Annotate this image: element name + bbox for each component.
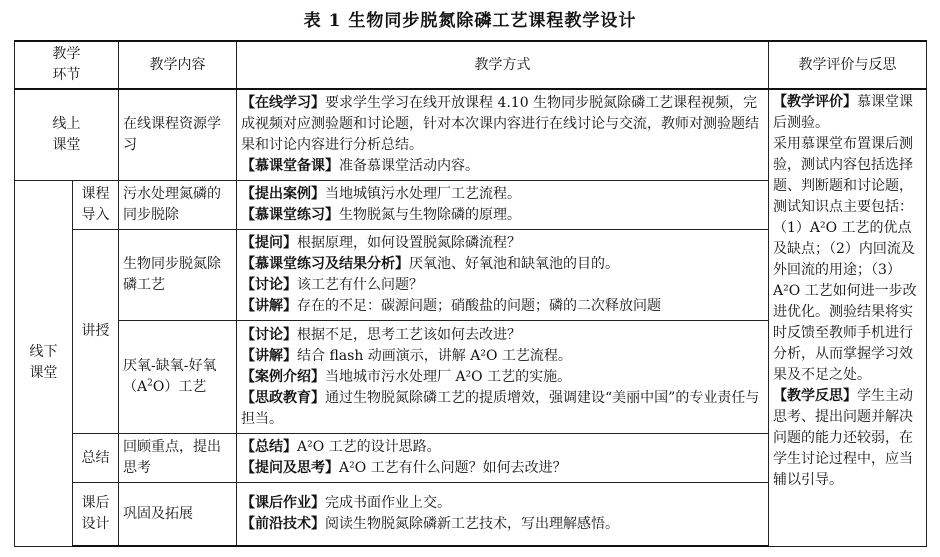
sub-summary: 总结 [73, 434, 119, 483]
stage-offline: 线下 课堂 [15, 181, 73, 547]
sub-after: 课后设计 [73, 483, 119, 547]
method-lecture-2: 【讨论】根据不足，思考工艺该如何去改进？ 【讲解】结合 flash 动画演示，讲解 A²O 工艺流程。 【案例介绍】当地城市污水处理厂 A²O 工艺的实施。 【思政教育】通过生物脱氮除磷工艺的提质增效，强调建设“美丽中国”的专业责任与担当。 [237, 321, 769, 434]
header-method: 教学方式 [237, 41, 769, 89]
course-design-table [14, 40, 927, 547]
table-caption: 表 1 生物同步脱氮除磷工艺课程教学设计 [303, 11, 637, 31]
header-evaluation: 教学评价与反思 [769, 41, 927, 89]
content-online: 在线课程资源学习 [119, 89, 237, 181]
method-summary: 【总结】A²O 工艺的设计思路。 【提问及思考】A²O 工艺有什么问题？如何去改进？ [237, 434, 769, 483]
method-after: 【课后作业】完成书面作业上交。 【前沿技术】阅读生物脱氮除磷新工艺技术，写出理解感悟。 [237, 483, 769, 547]
content-intro: 污水处理氮磷的同步脱除 [119, 181, 237, 230]
content-lecture-1: 生物同步脱氮除磷工艺 [119, 230, 237, 321]
header-row [15, 41, 927, 89]
method-lecture-1: 【提问】根据原理，如何设置脱氮除磷流程？ 【慕课堂练习及结果分析】厌氧池、好氧池和缺氧池的目的。 【讨论】该工艺有什么问题？ 【讲解】存在的不足：碳源问题；硝酸盐的问题；磷的二次释放问题 [237, 230, 769, 321]
content-summary: 回顾重点，提出思考 [119, 434, 237, 483]
row-online [15, 89, 927, 181]
header-stage: 教学 环节 [15, 41, 119, 89]
content-after: 巩固及拓展 [119, 483, 237, 547]
content-lecture-2: 厌氧-缺氧-好氧$(A^2O)$工艺 [119, 321, 237, 434]
sub-lecture: 讲授 [73, 230, 119, 434]
method-intro: 【提出案例】当地城镇污水处理厂工艺流程。 【慕课堂练习】生物脱氮与生物除磷的原理。 [237, 181, 769, 230]
sub-intro: 课程导入 [73, 181, 119, 230]
header-content: 教学内容 [119, 41, 237, 89]
method-online: 【在线学习】要求学生学习在线开放课程 4.10 生物同步脱氮除磷工艺课程视频，完成视频对应测验题和讨论题，针对本次课内容进行在线讨论与交流，教师对测验题结果和讨论内容进行分析总结。 【慕课堂备课】准备慕课堂活动内容。 [237, 89, 769, 181]
stage-online: 线上 课堂 [15, 89, 119, 181]
evaluation-cell: 【教学评价】慕课堂课后测验。 采用慕课堂布置课后测验，测试内容包括选择题、判断题和讨论题，测试知识点主要包括：（1）A²O 工艺的优点及缺点；（2）内回流及外回流的用途；（3）A²O 工艺如何进一步改进优化。测验结果将实时反馈至教师手机进行分析，从而掌握学习效果及不足之处。 【教学反思】学生主动思考、提出问题并解决问题的能力还较弱，在学生讨论过程中，应当辅以引导。 [769, 89, 927, 546]
